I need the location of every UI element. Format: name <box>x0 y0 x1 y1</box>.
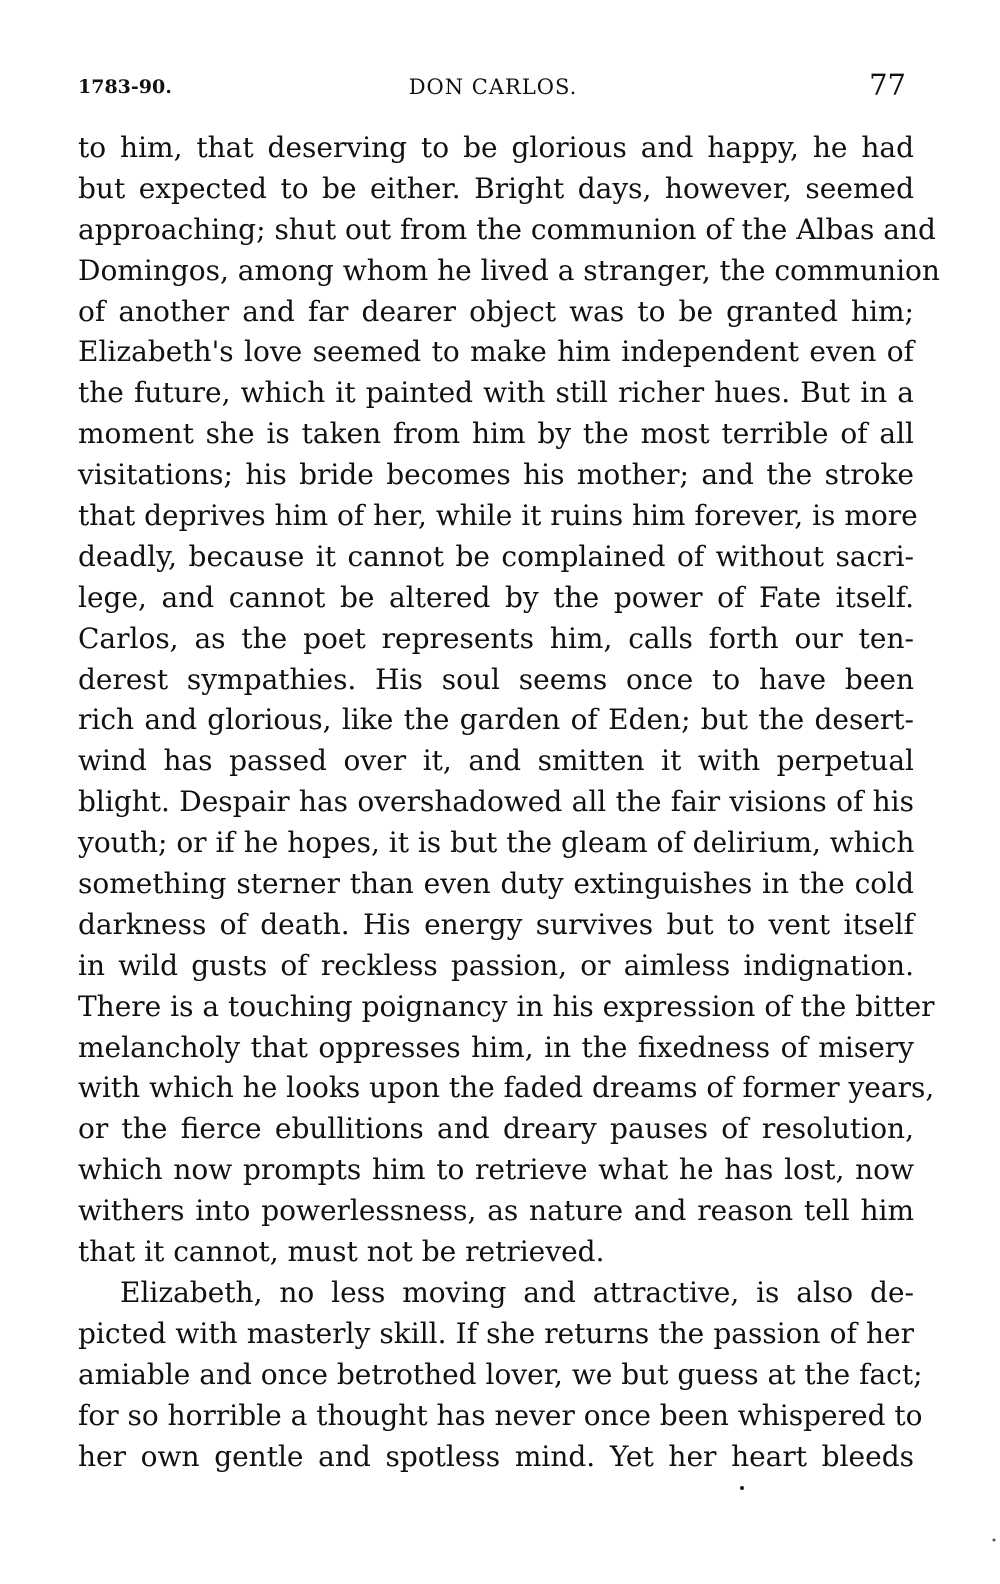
text-line: amiable and once betrothed lover, we but guess at the fact; <box>78 1357 923 1391</box>
text-line: blight. Despair has overshadowed all the fair visions of his <box>78 785 914 819</box>
paragraph-start-line: Elizabeth, no less moving and attractive, is also de- <box>120 1275 914 1309</box>
text-line: of another and far dearer object was to be granted him; <box>78 294 914 328</box>
text-line: youth; or if he hopes, it is but the gleam of delirium, which <box>78 826 915 860</box>
text-line: Carlos, as the poet represents him, calls forth our ten- <box>78 621 914 655</box>
page-number: 77 <box>869 68 906 102</box>
text-line: that deprives him of her, while it ruins him forever, is more <box>78 499 918 533</box>
text-line: with which he looks upon the faded dreams of former years, <box>78 1071 935 1105</box>
text-line: in wild gusts of reckless passion, or aimless indignation. <box>78 948 914 982</box>
text-line: withers into powerlessness, as nature and reason tell him <box>78 1194 914 1228</box>
text-line: There is a touching poignancy in his expression of the bitter <box>78 989 935 1023</box>
text-line: derest sympathies. His soul seems once to have been <box>78 662 914 696</box>
text-line: Domingos, among whom he lived a stranger, the communion <box>78 253 940 287</box>
text-line: moment she is taken from him by the most terrible of all <box>78 417 914 451</box>
text-line: the future, which it painted with still richer hues. But in a <box>78 376 914 410</box>
text-line: something sterner than even duty extinguishes in the cold <box>78 867 914 901</box>
text-line: lege, and cannot be altered by the power of Fate itself. <box>78 580 914 614</box>
text-line: but expected to be either. Bright days, however, seemed <box>78 171 914 205</box>
header-title: DON CARLOS. <box>408 75 578 99</box>
paragraph-end-line: that it cannot, must not be retrieved. <box>78 1235 605 1269</box>
body-text <box>78 128 940 1477</box>
text-line: wind has passed over it, and smitten it with perpetual <box>78 744 914 778</box>
running-head <box>78 66 908 102</box>
text-line: melancholy that oppresses him, in the fixedness of misery <box>78 1030 914 1064</box>
text-line: for so horrible a thought has never once been whispered to <box>78 1398 923 1432</box>
text-line: her own gentle and spotless mind. Yet her heart bleeds <box>78 1439 914 1473</box>
text-line: visitations; his bride becomes his mother; and the stroke <box>78 458 914 492</box>
ink-speck <box>993 1539 996 1542</box>
ink-speck <box>740 1486 744 1490</box>
text-line: Elizabeth's love seemed to make him independent even of <box>78 335 914 369</box>
text-line: rich and glorious, like the garden of Eden; but the desert- <box>78 703 914 737</box>
header-years: 1783-90. <box>78 76 172 98</box>
text-line: picted with masterly skill. If she returns the passion of her <box>78 1316 914 1350</box>
text-line: deadly, because it cannot be complained of without sacri- <box>78 539 914 573</box>
text-line: darkness of death. His energy survives but to vent itself <box>78 907 914 941</box>
text-line: to him, that deserving to be glorious and happy, he had <box>78 131 914 164</box>
text-line: approaching; shut out from the communion of the Albas and <box>78 212 936 246</box>
text-line: which now prompts him to retrieve what he has lost, now <box>78 1153 914 1187</box>
text-line: or the fierce ebullitions and dreary pauses of resolution, <box>78 1112 914 1146</box>
